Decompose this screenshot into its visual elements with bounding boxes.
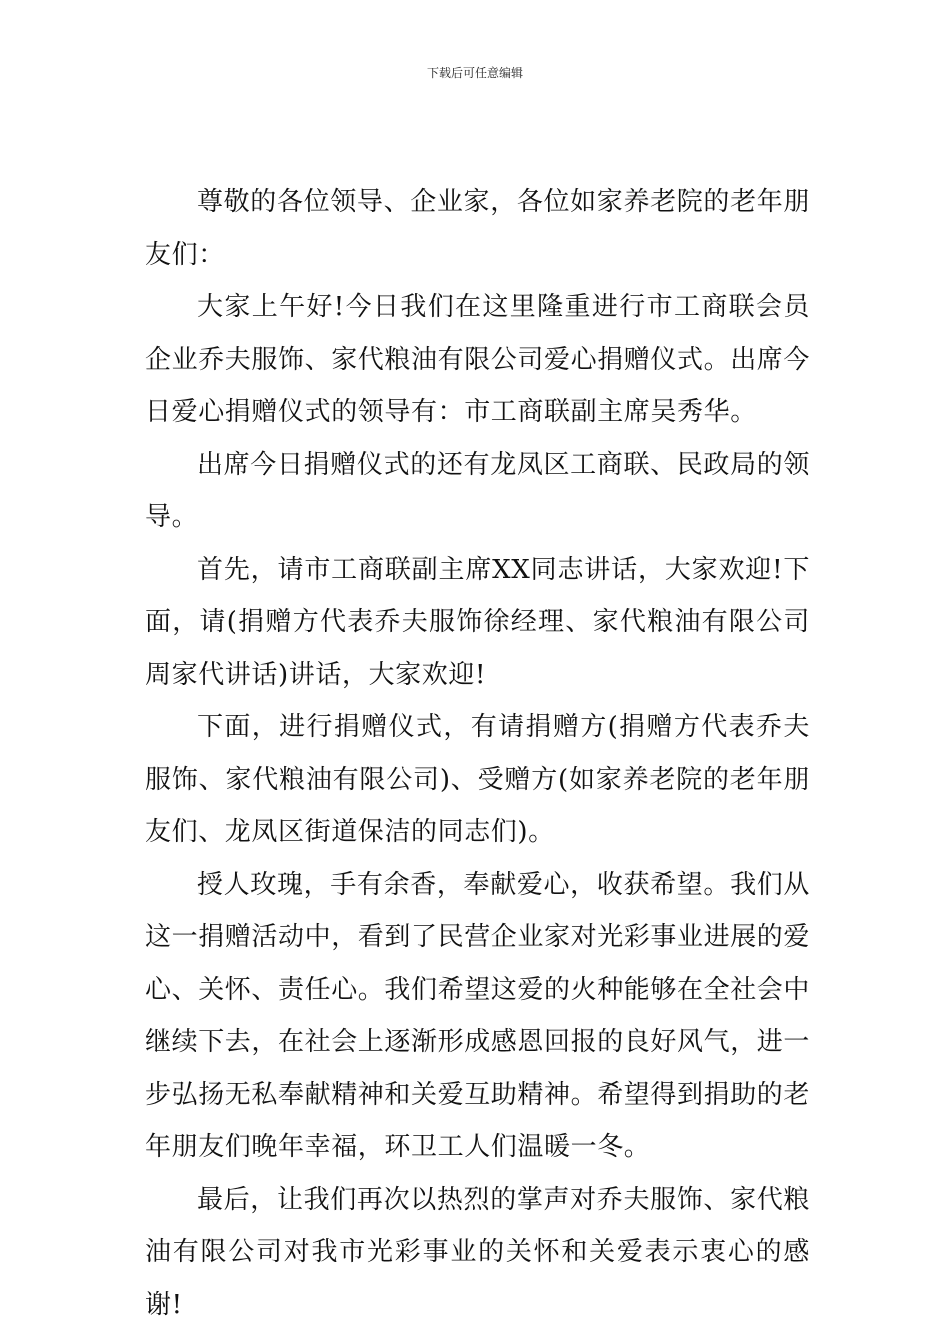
paragraph-thanks: 最后，让我们再次以热烈的掌声对乔夫服饰、家代粮油有限公司对我市光彩事业的关怀和关爱表示衷心的感谢!	[145, 1184, 810, 1320]
header-note: 下载后可任意编辑	[426, 66, 523, 80]
paragraph-ceremony: 下面，进行捐赠仪式，有请捐赠方(捐赠方代表乔夫服饰、家代粮油有限公司)、受赠方(如家养老院的老年朋友们、龙凤区街道保洁的同志们)。	[145, 712, 810, 847]
paragraph-greeting: 大家上午好!今日我们在这里隆重进行市工商联会员企业乔夫服饰、家代粮油有限公司爱心捐赠仪式。出席今日爱心捐赠仪式的领导有：市工商联副主席吴秀华。	[145, 292, 811, 427]
paragraph-attendees: 出席今日捐赠仪式的还有龙凤区工商联、民政局的领导。	[145, 449, 810, 532]
paragraph-speeches: 首先，请市工商联副主席XX同志讲话，大家欢迎!下面，请(捐赠方代表乔夫服饰徐经理、家代粮油有限公司周家代讲话)讲话，大家欢迎!	[145, 554, 810, 690]
document-body	[145, 176, 810, 1331]
paragraph-salutation: 尊敬的各位领导、企业家，各位如家养老院的老年朋友们：	[145, 187, 810, 270]
paragraph-hope: 授人玫瑰，手有余香，奉献爱心，收获希望。我们从这一捐赠活动中，看到了民营企业家对光彩事业进展的爱心、关怀、责任心。我们希望这爱的火种能够在全社会中继续下去，在社会上逐渐形成感恩回报的良好风气，进一步弘扬无私奉献精神和关爱互助精神。希望得到捐助的老年朋友们晚年幸福，环卫工人们温暖一冬。	[145, 869, 811, 1162]
